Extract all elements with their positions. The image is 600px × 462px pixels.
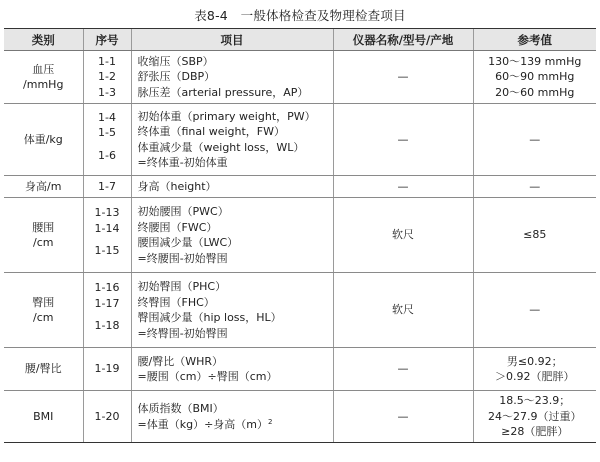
code-cell: 1-13 1-14 1-15 bbox=[83, 198, 131, 273]
item-cell: 体质指数（BMI） =体重（kg）÷身高$(m)^2$ bbox=[131, 391, 333, 443]
table-row bbox=[4, 348, 596, 391]
instrument-cell: — bbox=[333, 51, 473, 104]
code-cell: 1-4 1-5 1-6 bbox=[83, 104, 131, 176]
table-row bbox=[4, 198, 596, 273]
instrument-cell: — bbox=[333, 176, 473, 198]
item-cell: 腰/臀比（WHR） =腰围（cm）÷臀围（cm） bbox=[131, 348, 333, 391]
table-caption: 表8-4 一般体格检查及物理检查项目 bbox=[194, 8, 406, 23]
item-cell: 初始臀围（PHC） 终臀围（FHC） 臀围减少量（hip loss，HL） =终臀围-初始臀围 bbox=[131, 273, 333, 348]
reference-cell: — bbox=[473, 176, 596, 198]
reference-cell: 130～139 mmHg 60～90 mmHg 20～60 mmHg bbox=[473, 51, 596, 104]
header-reference: 参考值 bbox=[473, 29, 596, 51]
reference-cell: — bbox=[473, 273, 596, 348]
superscript-two: 2 bbox=[268, 417, 273, 426]
instrument-cell: — bbox=[333, 104, 473, 176]
category-cell: BMI bbox=[4, 391, 83, 443]
category-cell: 腰/臀比 bbox=[4, 348, 83, 391]
item-cell: 收缩压（SBP） 舒张压（DBP） 脉压差（arterial pressure，AP） bbox=[131, 51, 333, 104]
header-instrument: 仪器名称/型号/产地 bbox=[333, 29, 473, 51]
header-number: 序号 bbox=[83, 29, 131, 51]
code-cell: 1-1 1-2 1-3 bbox=[83, 51, 131, 104]
category-cell: 体重/kg bbox=[4, 104, 83, 176]
category-cell: 腰围 /cm bbox=[4, 198, 83, 273]
table-row bbox=[4, 51, 596, 104]
item-cell: 身高（height） bbox=[131, 176, 333, 198]
code-cell: 1-7 bbox=[83, 176, 131, 198]
category-cell: 身高/m bbox=[4, 176, 83, 198]
instrument-cell: — bbox=[333, 391, 473, 443]
instrument-cell: — bbox=[333, 348, 473, 391]
table-row bbox=[4, 176, 596, 198]
instrument-cell: 软尺 bbox=[333, 198, 473, 273]
category-cell: 血压 /mmHg bbox=[4, 51, 83, 104]
header-category: 类别 bbox=[4, 29, 83, 51]
table-header-row bbox=[4, 29, 596, 51]
item-cell: 初始腰围（PWC） 终腰围（FWC） 腰围减少量（LWC） =终腰围-初始臀围 bbox=[131, 198, 333, 273]
code-cell: 1-20 bbox=[83, 391, 131, 443]
reference-cell: 18.5～23.9； 24～27.9（过重） ≥28（肥胖） bbox=[473, 391, 596, 443]
reference-cell: — bbox=[473, 104, 596, 176]
reference-cell: 男≤0.92； ＞0.92（肥胖） bbox=[473, 348, 596, 391]
instrument-cell: 软尺 bbox=[333, 273, 473, 348]
table-row bbox=[4, 273, 596, 348]
category-cell: 臀围 /cm bbox=[4, 273, 83, 348]
code-cell: 1-16 1-17 1-18 bbox=[83, 273, 131, 348]
table-row bbox=[4, 391, 596, 443]
table-row bbox=[4, 104, 596, 176]
code-cell: 1-19 bbox=[83, 348, 131, 391]
item-cell: 初始体重（primary weight，PW） 终体重（final weight，FW） 体重减少量（weight loss，WL） =终体重-初始体重 bbox=[131, 104, 333, 176]
reference-cell: ≤85 bbox=[473, 198, 596, 273]
physical-exam-table bbox=[4, 28, 596, 443]
header-item: 项目 bbox=[131, 29, 333, 51]
